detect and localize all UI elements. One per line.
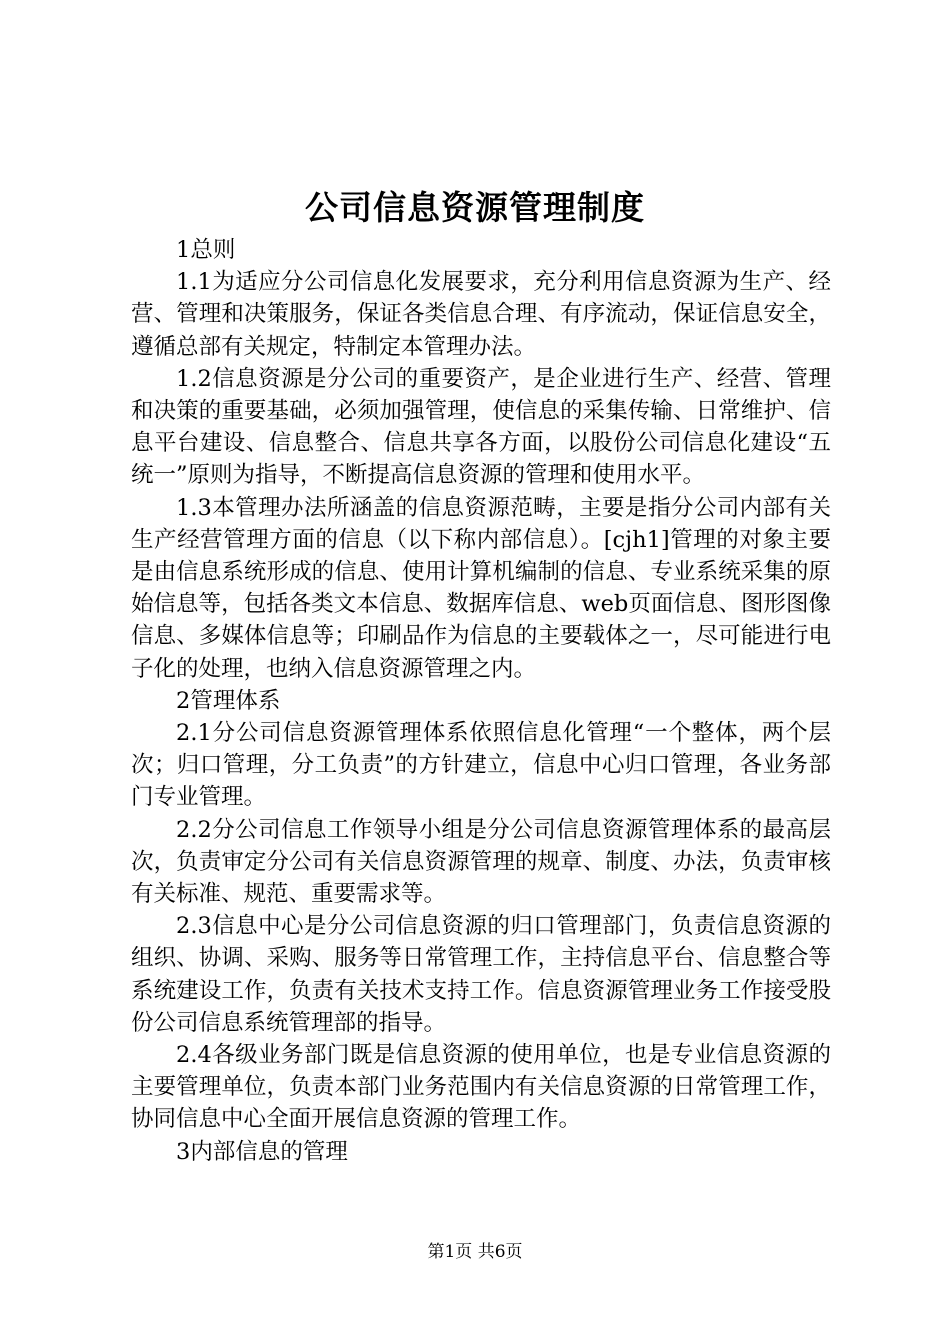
document-body [131, 234, 831, 1168]
paragraph: 1.3本管理办法所涵盖的信息资源范畴，主要是指分公司内部有关生产经营管理方面的信息（以下称内部信息）。[cjh1]管理的对象主要是由信息系统形成的信息、使用计算机编制的信息、专业系统采集的原始信息等，包括各类文本信息、数据库信息、web页面信息、图形图像信息、多媒体信息等；印刷品作为信息的主要载体之一，尽可能进行电子化的处理，也纳入信息资源管理之内。 [131, 494, 831, 682]
document-title: 公司信息资源管理制度 [305, 188, 645, 227]
section-heading: 1总则 [176, 237, 236, 263]
paragraph: 2.1分公司信息资源管理体系依照信息化管理“一个整体，两个层次；归口管理，分工负责”的方针建立，信息中心归口管理，各业务部门专业管理。 [131, 720, 831, 811]
paragraph: 1.1为适应分公司信息化发展要求，充分利用信息资源为生产、经营、管理和决策服务，保证各类信息合理、有序流动，保证信息安全，遵循总部有关规定，特制定本管理办法。 [131, 269, 831, 360]
page-number-footer: 第1页 共6页 [427, 1242, 523, 1262]
section-heading: 3内部信息的管理 [176, 1138, 348, 1165]
paragraph: 1.2信息资源是分公司的重要资产，是企业进行生产、经营、管理和决策的重要基础，必须加强管理，使信息的采集传输、日常维护、信息平台建设、信息整合、信息共享各方面，以股份公司信息化建设“五统一”原则为指导，不断提高信息资源的管理和使用水平。 [131, 365, 831, 489]
paragraph: 2.3信息中心是分公司信息资源的归口管理部门，负责信息资源的组织、协调、采购、服务等日常管理工作，主持信息平台、信息整合等系统建设工作，负责有关技术支持工作。信息资源管理业务工作接受股份公司信息系统管理部的指导。 [131, 913, 831, 1036]
paragraph: 2.4各级业务部门既是信息资源的使用单位，也是专业信息资源的主要管理单位，负责本部门业务范围内有关信息资源的日常管理工作，协同信息中心全面开展信息资源的管理工作。 [131, 1042, 831, 1133]
section-heading: 2管理体系 [176, 687, 281, 714]
paragraph: 2.2分公司信息工作领导小组是分公司信息资源管理体系的最高层次，负责审定分公司有关信息资源管理的规章、制度、办法，负责审核有关标准、规范、重要需求等。 [131, 816, 831, 908]
